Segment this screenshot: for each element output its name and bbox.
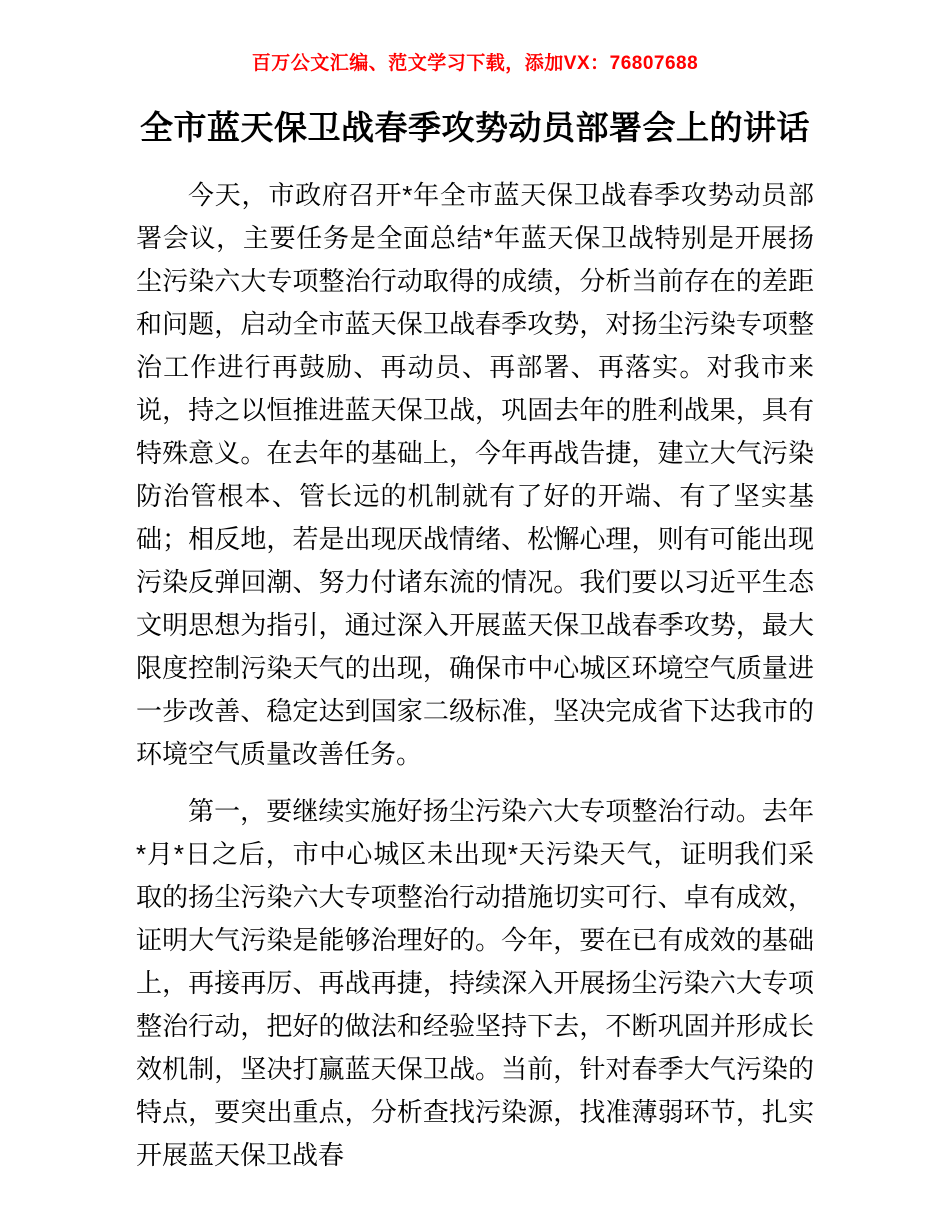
body-paragraph: 第一，要继续实施好扬尘污染六大专项整治行动。去年*月*日之后，市中心城区未出现*天污染天气，证明我们采取的扬尘污染六大专项整治行动措施切实可行、卓有成效，证明大气污染是能够治理好的。今年，要在已有成效的基础上，再接再厉、再战再捷，持续深入开展扬尘污染六大专项整治行动，把好的做法和经验坚持下去，不断巩固并形成长效机制，坚决打赢蓝天保卫战。当前，针对春季大气污染的特点，要突出重点，分析查找污染源，找准薄弱环节，扎实开展蓝天保卫战春 <box>136 796 814 1170</box>
document-title: 全市蓝天保卫战春季攻势动员部署会上的讲话 <box>140 109 810 146</box>
watermark-notice: 百万公文汇编、范文学习下载，添加VX：76807688 <box>251 53 699 74</box>
body-paragraph: 今天，市政府召开*年全市蓝天保卫战春季攻势动员部署会议，主要任务是全面总结*年蓝天保卫战特别是开展扬尘污染六大专项整治行动取得的成绩，分析当前存在的差距和问题，启动全市蓝天保卫战春季攻势，对扬尘污染专项整治工作进行再鼓励、再动员、再部署、再落实。对我市来说，持之以恒推进蓝天保卫战，巩固去年的胜利战果，具有特殊意义。在去年的基础上，今年再战告捷，建立大气污染防治管根本、管长远的机制就有了好的开端、有了坚实基础；相反地，若是出现厌战情绪、松懈心理，则有可能出现污染反弹回潮、努力付诸东流的情况。我们要以习近平生态文明思想为指引，通过深入开展蓝天保卫战春季攻势，最大限度控制污染天气的出现，确保市中心城区环境空气质量进一步改善、稳定达到国家二级标准，坚决完成省下达我市的环境空气质量改善任务。 <box>136 180 814 769</box>
document-body <box>136 174 814 1177</box>
